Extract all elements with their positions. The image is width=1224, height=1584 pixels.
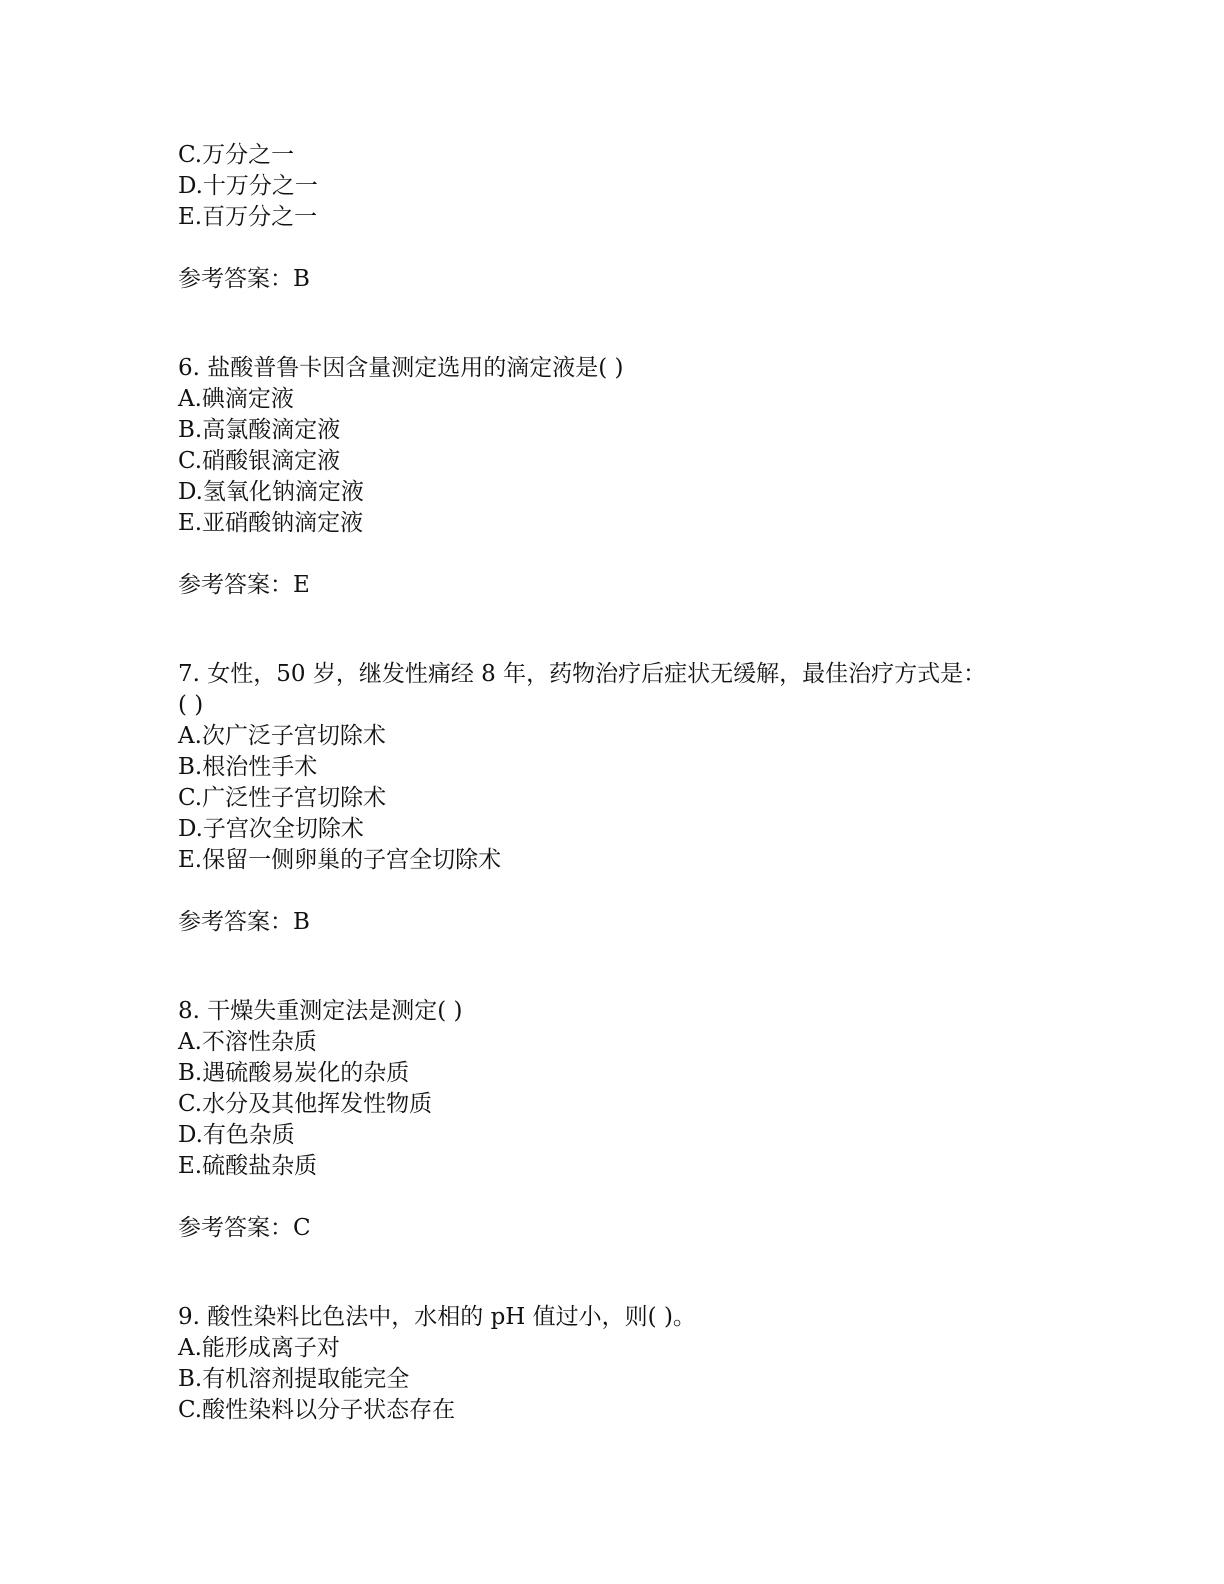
reference-answer: 参考答案：B	[178, 266, 310, 292]
option-c: C.广泛性子宫切除术	[178, 785, 387, 811]
option-d: D.子宫次全切除术	[178, 816, 364, 842]
option-b: B.有机溶剂提取能完全	[178, 1366, 410, 1392]
question-title: 7. 女性，50 岁，继发性痛经 8 年，药物治疗后症状无缓解，最佳治疗方式是：	[178, 661, 987, 687]
question-7	[178, 659, 1078, 938]
option-a: A.次广泛子宫切除术	[178, 723, 386, 749]
option-d: D.氢氧化钠滴定液	[178, 479, 364, 505]
option-a: A.碘滴定液	[178, 386, 294, 412]
document-page	[178, 140, 1078, 1426]
option-e: E.保留一侧卵巢的子宫全切除术	[178, 847, 502, 873]
reference-answer: 参考答案：B	[178, 909, 310, 935]
question-title-continuation: ( )	[178, 692, 204, 718]
reference-answer: 参考答案：C	[178, 1215, 311, 1241]
question-9	[178, 1302, 1078, 1426]
option-c: C.硝酸银滴定液	[178, 448, 341, 474]
option-d: D.有色杂质	[178, 1122, 295, 1148]
reference-answer: 参考答案：E	[178, 572, 310, 598]
question-8	[178, 996, 1078, 1244]
option-a: A.能形成离子对	[178, 1335, 340, 1361]
option-e: E.亚硝酸钠滴定液	[178, 510, 364, 536]
question-5-continuation	[178, 140, 1078, 295]
option-b: B.遇硫酸易炭化的杂质	[178, 1060, 410, 1086]
option-b: B.根治性手术	[178, 754, 318, 780]
question-6	[178, 353, 1078, 601]
question-title: 6. 盐酸普鲁卡因含量测定选用的滴定液是( )	[178, 355, 624, 381]
question-title: 9. 酸性染料比色法中，水相的 pH 值过小，则( )。	[178, 1304, 696, 1330]
option-c: C.酸性染料以分子状态存在	[178, 1397, 456, 1423]
question-title: 8. 干燥失重测定法是测定( )	[178, 998, 463, 1024]
option-a: A.不溶性杂质	[178, 1029, 317, 1055]
option-e: E.硫酸盐杂质	[178, 1153, 318, 1179]
option-e: E.百万分之一	[178, 204, 318, 230]
option-c: C.万分之一	[178, 142, 295, 168]
option-b: B.高氯酸滴定液	[178, 417, 341, 443]
option-c: C.水分及其他挥发性物质	[178, 1091, 433, 1117]
option-d: D.十万分之一	[178, 173, 318, 199]
